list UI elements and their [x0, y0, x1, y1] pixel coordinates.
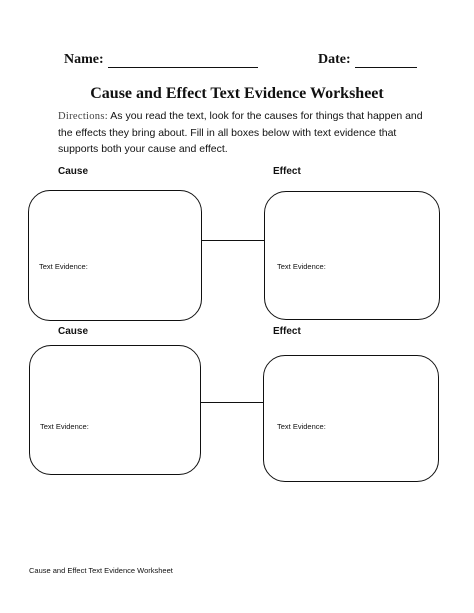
date-field: [318, 52, 417, 68]
effect-box-1[interactable]: [264, 191, 440, 320]
directions-text: As you read the text, look for the causes for things that happen and the effects they bring about. Fill in all boxes below with text evidence that supports both your cause and effect.: [58, 110, 423, 155]
effect-evidence-label-2: Text Evidence:: [277, 422, 326, 431]
cause-box-2[interactable]: [29, 345, 201, 475]
footer-text: Cause and Effect Text Evidence Worksheet: [29, 566, 173, 575]
cause-label-2: Cause: [58, 326, 89, 337]
cause-evidence-label-2: Text Evidence:: [40, 422, 89, 431]
effect-label-1: Effect: [273, 166, 301, 177]
effect-box-2[interactable]: [263, 355, 439, 482]
effect-label-2: Effect: [273, 326, 301, 337]
date-label: Date:: [318, 52, 351, 67]
date-blank[interactable]: [355, 54, 417, 68]
name-blank[interactable]: [108, 54, 258, 68]
effect-evidence-label-1: Text Evidence:: [277, 262, 326, 271]
name-label: Name:: [64, 52, 104, 67]
connector-line-2: [201, 402, 264, 403]
connector-line-1: [202, 240, 264, 241]
cause-evidence-label-1: Text Evidence:: [39, 262, 88, 271]
cause-label-1: Cause: [58, 166, 89, 177]
directions-label: Directions:: [58, 111, 108, 122]
name-field: [64, 52, 258, 68]
page-title: Cause and Effect Text Evidence Worksheet: [90, 85, 384, 102]
directions: [58, 108, 428, 157]
cause-box-1[interactable]: [28, 190, 202, 321]
